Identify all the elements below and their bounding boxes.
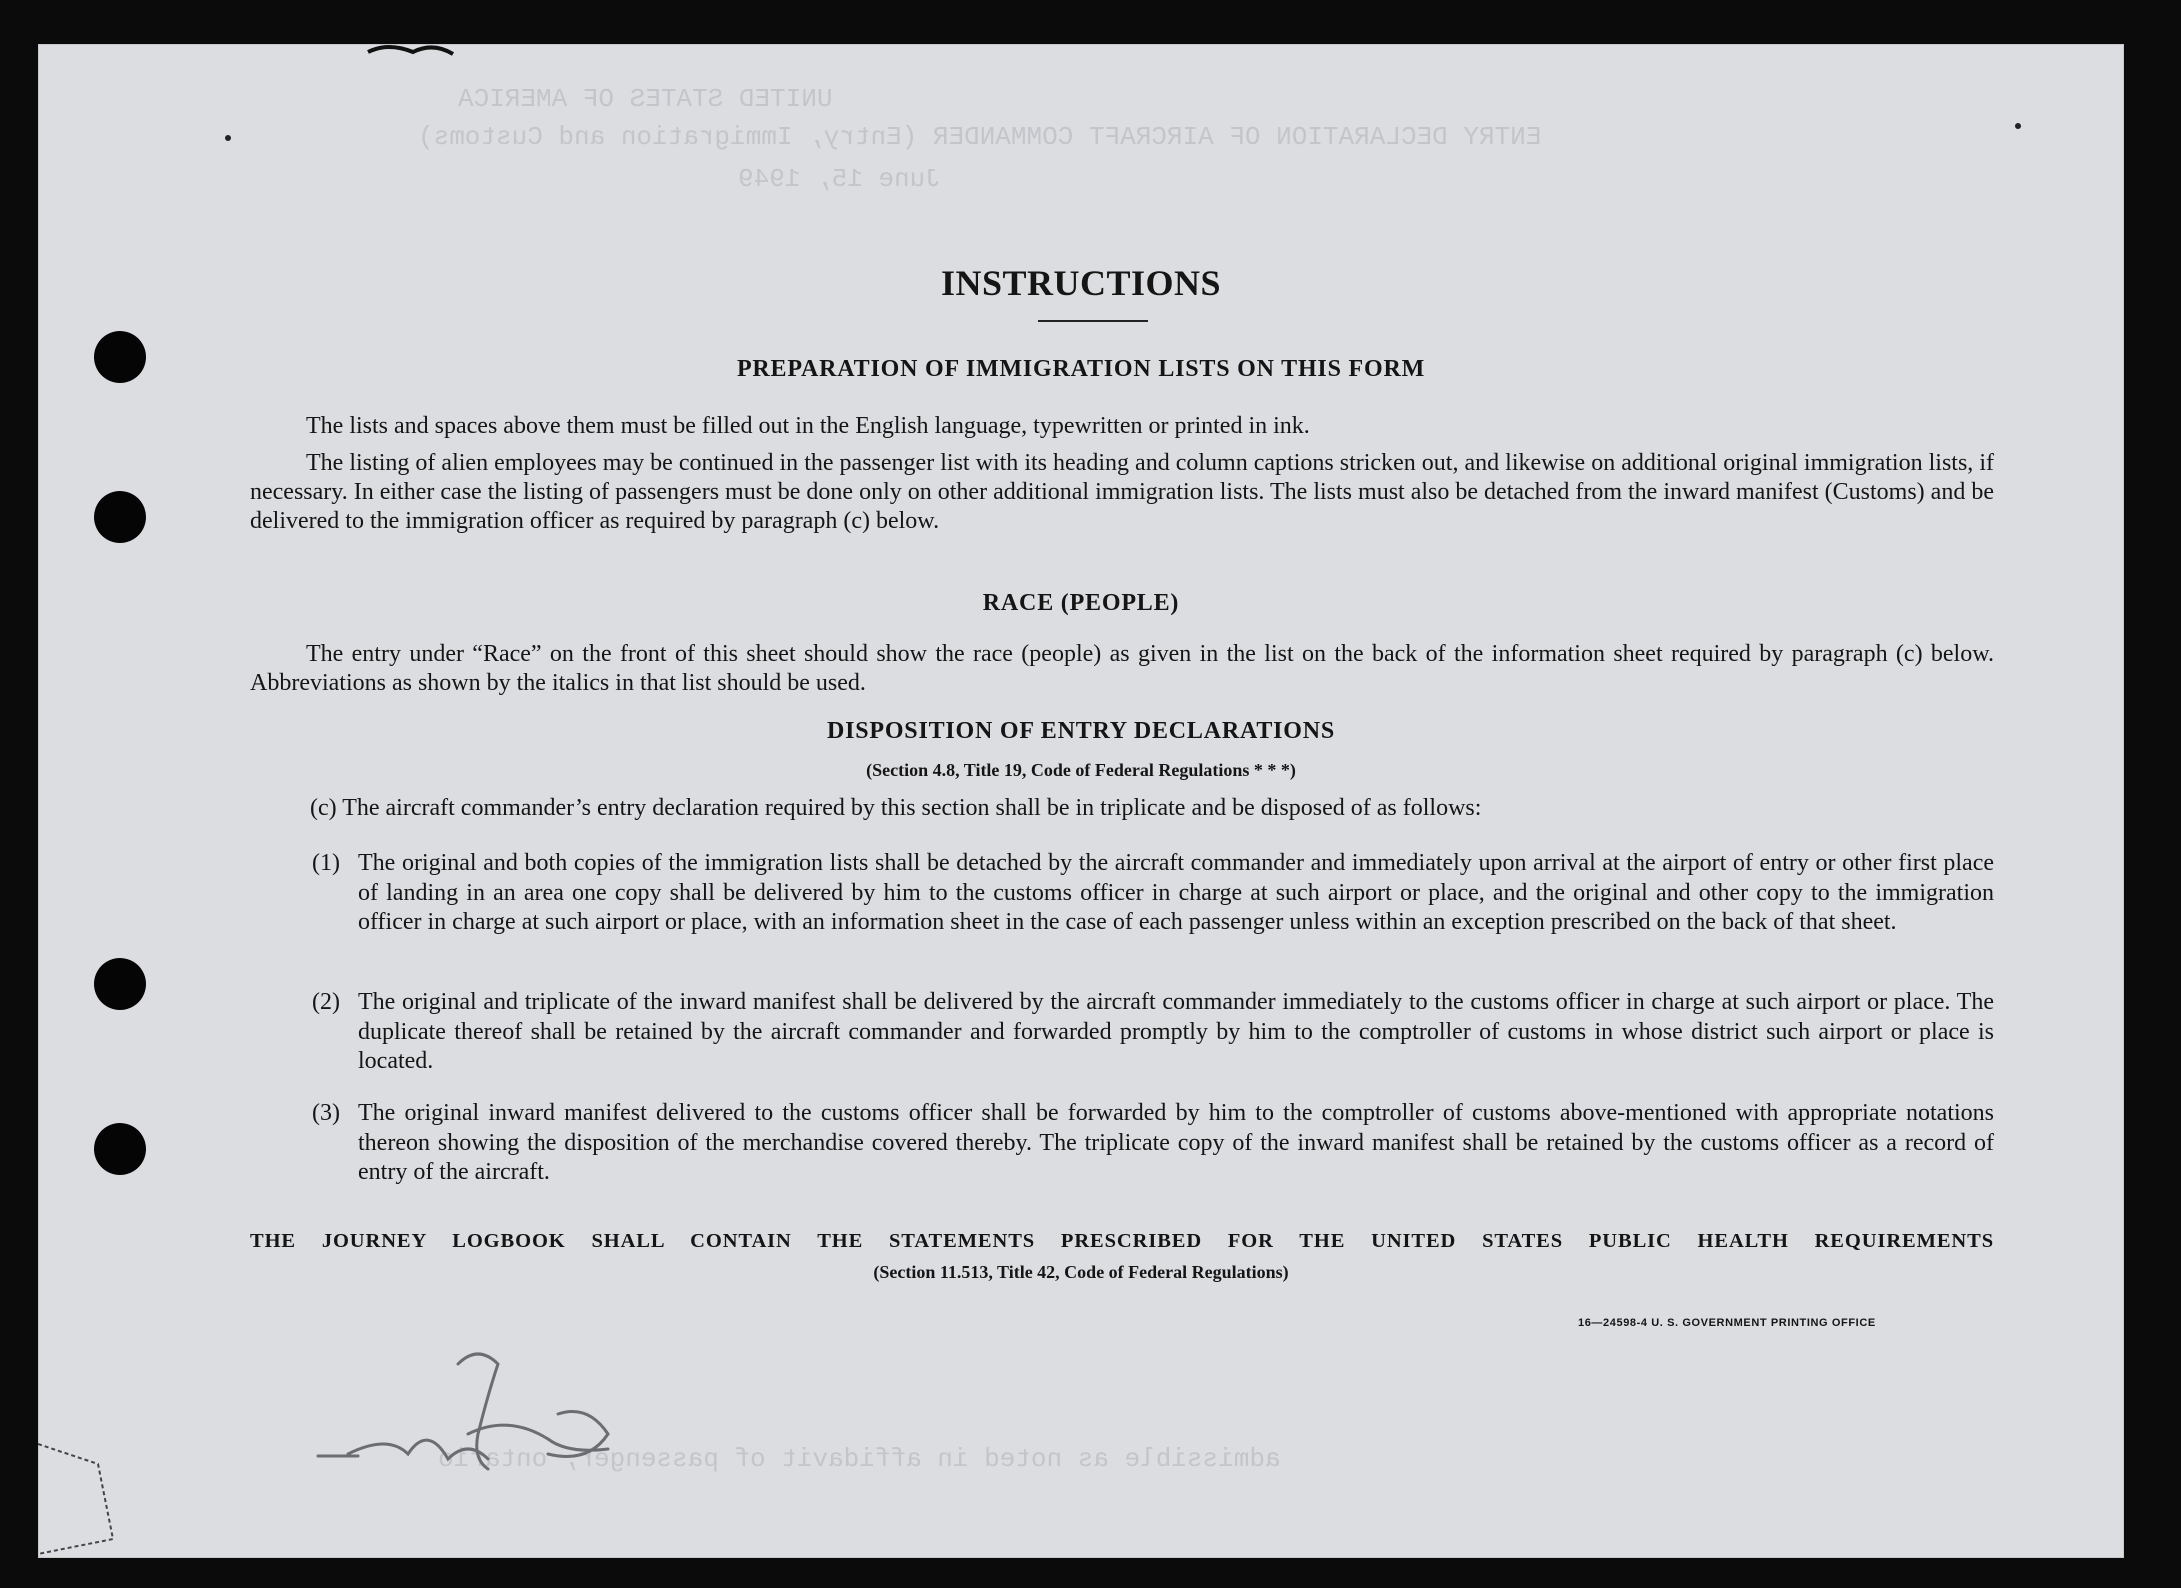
list-item-number: (2) <box>312 989 340 1015</box>
document-page <box>38 44 2124 1558</box>
paragraph-preparation-1: The lists and spaces above them must be filled out in the English language, typewritten or printed in ink. <box>306 413 1310 439</box>
title-underline <box>1038 320 1148 322</box>
handwritten-signature <box>308 1344 648 1494</box>
list-item <box>312 849 1994 938</box>
list-item-number: (1) <box>312 850 340 876</box>
list-item-text: The original and both copies of the immigration lists shall be detached by the aircraft commander and immediately upon arrival at the airport of entry or other first place of landing in an area one copy shall be delivered by him to the customs officer in charge at such airport or place, and the original and other copy to the immigration officer in charge at such airport or place, with an information sheet in the case of each passenger unless within an exception prescribed on the back of that sheet. <box>358 850 1994 935</box>
disposition-intro-label: (c) <box>310 795 337 821</box>
bleed-through-text: ENTRY DECLARATION OF AIRCRAFT COMMANDER (Entry, Immigration and Customs) <box>418 122 1542 152</box>
footer-citation: (Section 11.513, Title 42, Code of Federal Regulations) <box>873 1262 1289 1282</box>
list-item-number: (3) <box>312 1100 340 1126</box>
disposition-citation: (Section 4.8, Title 19, Code of Federal Regulations * * *) <box>866 760 1296 780</box>
list-item-text: The original and triplicate of the inward manifest shall be delivered by the aircraft commander immediately to the customs officer in charge at such airport or place. The duplicate thereof shall be retained by the aircraft commander and forwarded promptly by him to the comptroller of customs in whose district such airport or place is located. <box>358 989 1994 1074</box>
list-item-text: The original inward manifest delivered to the customs officer shall be forwarded by him to the comptroller of customs above-mentioned with appropriate notations thereon showing the disposition of the merchandise covered thereby. The triplicate copy of the inward manifest shall be retained by the customs officer as a record of entry of the aircraft. <box>358 1100 1994 1185</box>
paragraph-preparation-2: The listing of alien employees may be continued in the passenger list with its heading and column captions stricken out, and likewise on additional original immigration lists, if necessary. In either case the listing of passengers must be done only on other additional immigration lists. The lists must also be detached from the inward manifest (Customs) and be delivered to the immigration officer as required by paragraph (c) below. <box>250 450 1994 534</box>
list-item <box>312 1099 1994 1188</box>
printing-office-code: 16—24598-4 U. S. GOVERNMENT PRINTING OFFICE <box>1578 1317 1876 1329</box>
bleed-through-text: June 15, 1949 <box>738 164 941 194</box>
disposition-intro <box>310 794 1994 823</box>
footer-requirements: THE JOURNEY LOGBOOK SHALL CONTAIN THE STATEMENTS PRESCRIBED FOR THE UNITED STATES PUBLIC HEALTH REQUIREMENTS <box>250 1230 1994 1252</box>
section-heading-disposition: DISPOSITION OF ENTRY DECLARATIONS <box>826 718 1336 744</box>
page-title: INSTRUCTIONS <box>940 263 1222 303</box>
list-item <box>312 988 1994 1077</box>
disposition-intro-text: The aircraft commander’s entry declaration required by this section shall be in triplicate and be disposed of as follows: <box>342 795 1482 821</box>
section-heading-preparation: PREPARATION OF IMMIGRATION LISTS ON THIS FORM <box>736 356 1426 382</box>
section-heading-race: RACE (PEOPLE) <box>982 590 1180 616</box>
paragraph-race: The entry under “Race” on the front of this sheet should show the race (people) as given in the list on the back of the information sheet required by paragraph (c) below. Abbreviations as shown by the italics in that list should be used. <box>250 641 1994 696</box>
bleed-through-text: UNITED STATES OF AMERICA <box>458 84 833 114</box>
bleed-through-text: admissible as noted in affidavit of passenger, ontario <box>438 1444 1281 1474</box>
